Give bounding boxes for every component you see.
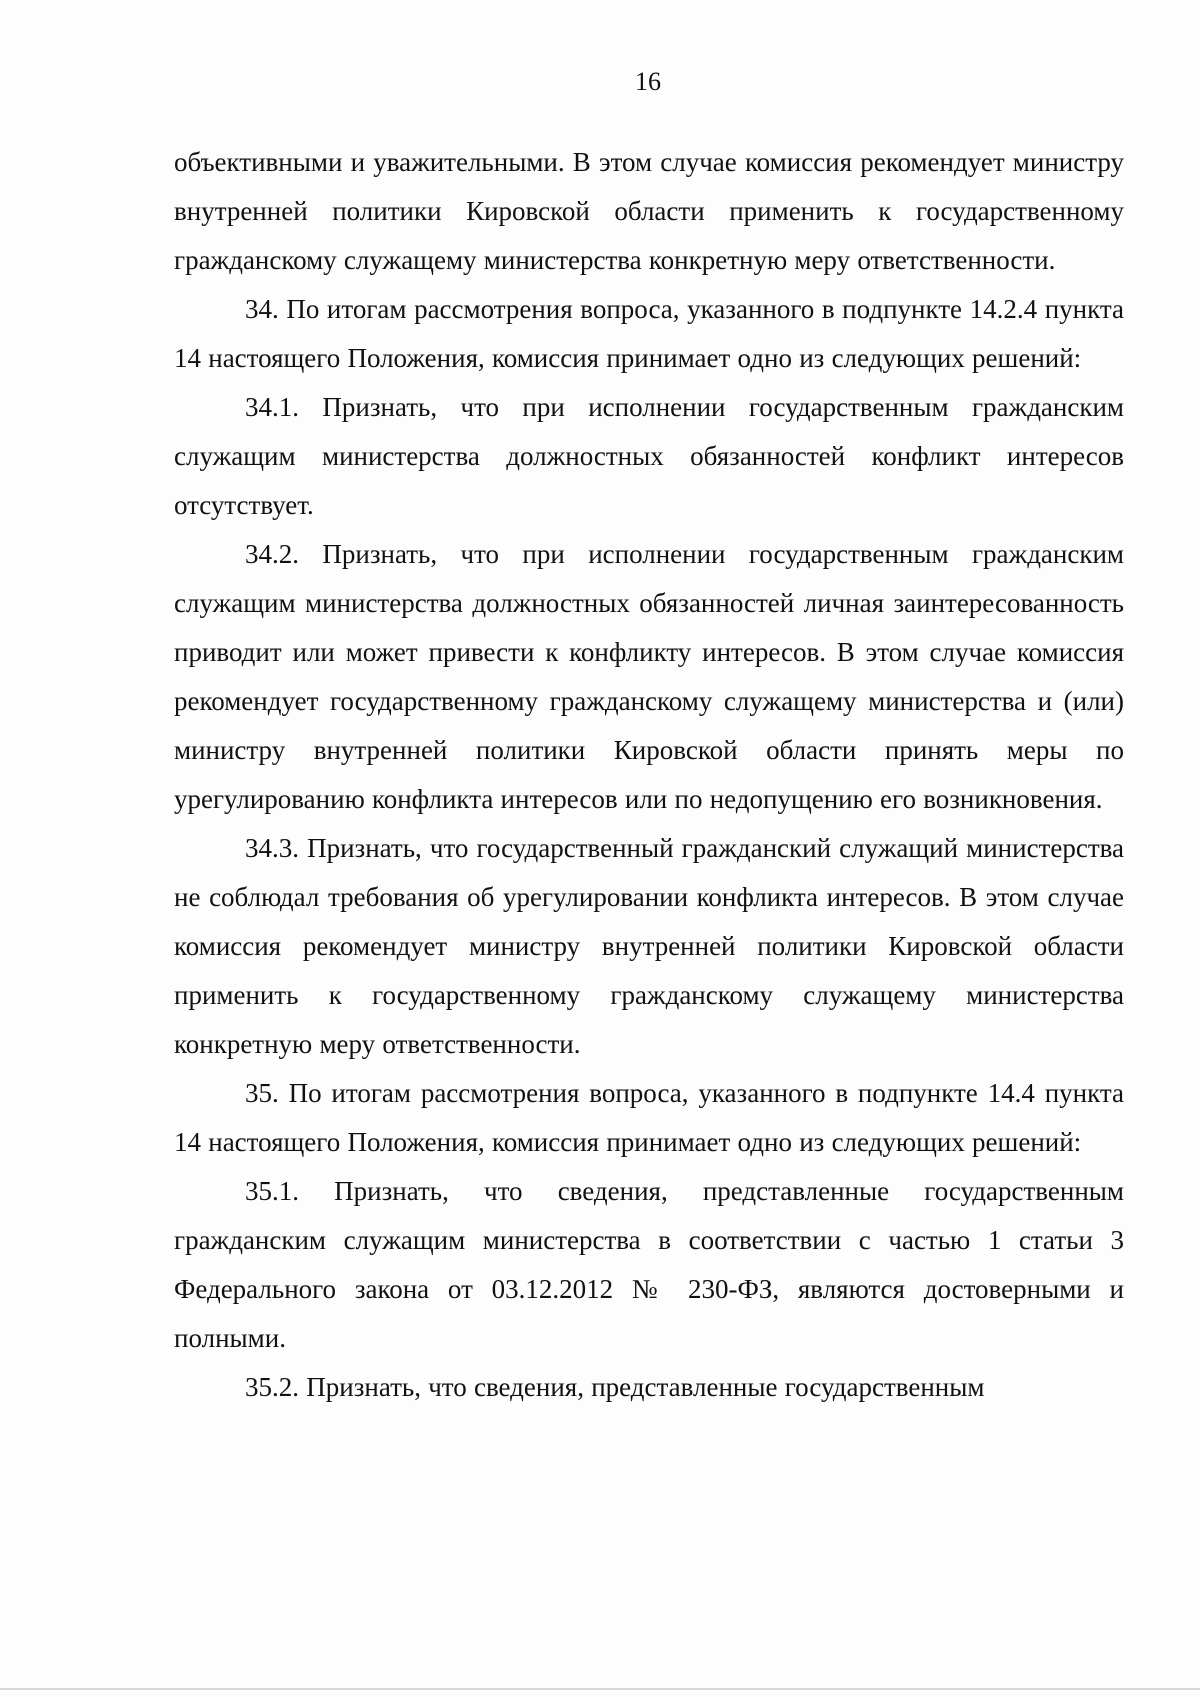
paragraph: 34.2. Признать, что при исполнении государственным гражданским служащим министерства должностных обязанностей личная заинтересованность приводит или может привести к конфликту интересов. В этом случае комиссия рекомендует государственному гражданскому служащему министерства и (или) министру внутренней политики Кировской области принять меры по урегулированию конфликта интересов или по недопущению его возникновения.: [174, 539, 1124, 814]
page-number: 16: [635, 67, 661, 96]
document-body: [174, 138, 1124, 1412]
paragraph: 34.1. Признать, что при исполнении государственным гражданским служащим министерства должностных обязанностей конфликт интересов отсутствует.: [174, 392, 1124, 520]
paragraph: 34. По итогам рассмотрения вопроса, указанного в подпункте 14.2.4 пункта 14 настоящего Положения, комиссия принимает одно из следующих решений:: [174, 294, 1124, 373]
paragraph: 34.3. Признать, что государственный гражданский служащий министерства не соблюдал требования об урегулировании конфликта интересов. В этом случае комиссия рекомендует министру внутренней политики Кировской области применить к государственному гражданскому служащему министерства конкретную меру ответственности.: [174, 833, 1124, 1059]
paragraph: 35.1. Признать, что сведения, представленные государственным гражданским служащим министерства в соответствии с частью 1 статьи 3 Федерального закона от 03.12.2012 № 230-ФЗ, являются достоверными и полными.: [174, 1176, 1124, 1353]
paragraph: 35. По итогам рассмотрения вопроса, указанного в подпункте 14.4 пункта 14 настоящего Положения, комиссия принимает одно из следующих решений:: [174, 1078, 1124, 1157]
scan-edge-line: [0, 1688, 1200, 1690]
paragraph: объективными и уважительными. В этом случае комиссия рекомендует министру внутренней политики Кировской области применить к государственному гражданскому служащему министерства конкретную меру ответственности.: [174, 147, 1124, 275]
paragraph: 35.2. Признать, что сведения, представленные государственным: [245, 1372, 985, 1402]
